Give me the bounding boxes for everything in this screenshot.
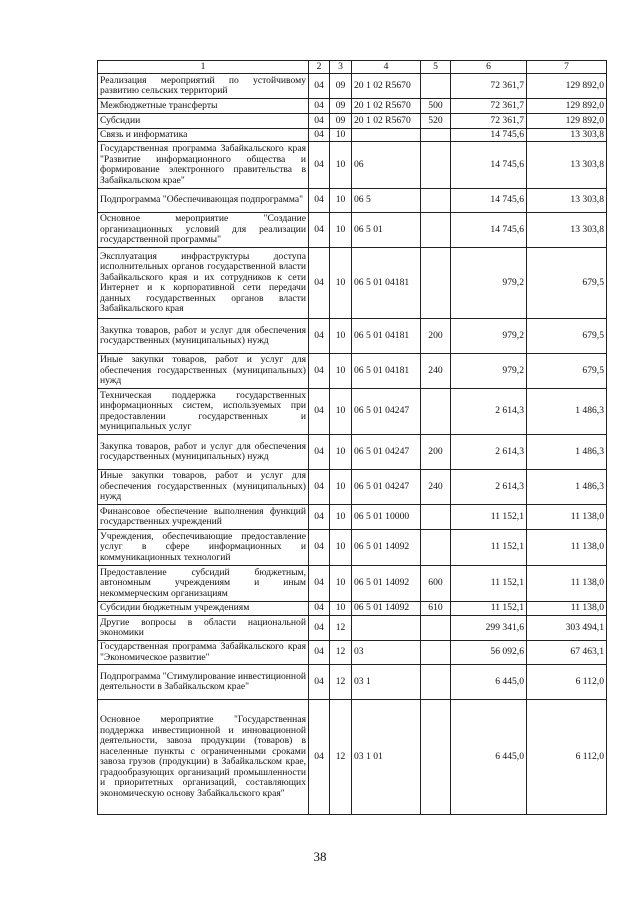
cell-target-article: 06 5 01 10000	[352, 505, 421, 530]
cell-expense-type	[421, 700, 451, 815]
cell-target-article: 06 5 01	[352, 213, 421, 248]
cell-name: Закупка товаров, работ и услуг для обеспечения государственных (муниципальных) нужд	[98, 435, 309, 470]
cell-amount-2: 6 112,0	[527, 700, 607, 815]
cell-amount-2: 1 486,3	[527, 470, 607, 505]
cell-amount-2: 11 138,0	[527, 505, 607, 530]
cell-subsection: 10	[330, 505, 352, 530]
cell-expense-type: 500	[421, 99, 451, 114]
cell-target-article	[352, 129, 421, 142]
table-row	[98, 470, 607, 505]
cell-expense-type	[421, 248, 451, 319]
cell-name: Другие вопросы в области национальной экономики	[98, 616, 309, 641]
cell-expense-type	[421, 505, 451, 530]
table-row	[98, 530, 607, 566]
cell-subsection: 10	[330, 566, 352, 602]
header-cell: 1	[98, 61, 309, 74]
header-cell: 2	[309, 61, 330, 74]
cell-section: 04	[309, 114, 330, 129]
cell-section: 04	[309, 189, 330, 213]
cell-section: 04	[309, 319, 330, 354]
cell-target-article: 06 5 01 14092	[352, 530, 421, 566]
cell-amount-2: 11 138,0	[527, 530, 607, 566]
cell-section: 04	[309, 602, 330, 616]
cell-amount-1: 6 445,0	[451, 700, 527, 815]
cell-amount-2: 11 138,0	[527, 566, 607, 602]
cell-subsection: 12	[330, 665, 352, 700]
cell-name: Государственная программа Забайкальского края "Развитие информационного общества и формирование электронного правительства в Забайкальском крае"	[98, 142, 309, 189]
cell-name: Финансовое обеспечение выполнения функций государственных учреждений	[98, 505, 309, 530]
cell-amount-1: 72 361,7	[451, 74, 527, 99]
cell-amount-2: 11 138,0	[527, 602, 607, 616]
cell-subsection: 09	[330, 74, 352, 99]
cell-section: 04	[309, 641, 330, 665]
cell-expense-type	[421, 129, 451, 142]
table-row	[98, 665, 607, 700]
cell-amount-1: 2 614,3	[451, 389, 527, 435]
cell-amount-2: 6 112,0	[527, 665, 607, 700]
cell-amount-2: 129 892,0	[527, 114, 607, 129]
cell-target-article: 20 1 02 R5670	[352, 114, 421, 129]
cell-name: Основное мероприятие "Государственная поддержка инвестиционной и инновационной деятельности, завоза продукции (товаров) в населенные пункты с ограниченными сроками завоза грузов (продукции) в Забайкальском крае, градообразующих организаций промышленности и приоритетных организаций, составляющих экономическую основу Забайкальского края"	[98, 700, 309, 815]
cell-name: Предоставление субсидий бюджетным, автономным учреждениям и иным некоммерческим организациям	[98, 566, 309, 602]
cell-expense-type: 520	[421, 114, 451, 129]
cell-amount-1: 979,2	[451, 319, 527, 354]
cell-name: Основное мероприятие "Создание организационных условий для реализации государственной программы"	[98, 213, 309, 248]
cell-expense-type: 240	[421, 354, 451, 389]
cell-amount-1: 14 745,6	[451, 142, 527, 189]
cell-section: 04	[309, 530, 330, 566]
cell-amount-1: 2 614,3	[451, 435, 527, 470]
cell-target-article: 06 5 01 04181	[352, 354, 421, 389]
table-row	[98, 616, 607, 641]
cell-expense-type	[421, 389, 451, 435]
cell-section: 04	[309, 248, 330, 319]
cell-expense-type	[421, 641, 451, 665]
table-row	[98, 319, 607, 354]
cell-amount-1: 979,2	[451, 248, 527, 319]
cell-section: 04	[309, 389, 330, 435]
cell-name: Техническая поддержка государственных информационных систем, используемых при предоставлении государственных и муниципальных услуг	[98, 389, 309, 435]
cell-target-article: 06	[352, 142, 421, 189]
cell-section: 04	[309, 74, 330, 99]
page-number: 38	[313, 849, 327, 864]
cell-amount-1: 2 614,3	[451, 470, 527, 505]
cell-section: 04	[309, 566, 330, 602]
cell-amount-1: 72 361,7	[451, 114, 527, 129]
cell-amount-1: 56 092,6	[451, 641, 527, 665]
cell-name: Учреждения, обеспечивающие предоставление услуг в сфере информационных и коммуникационных технологий	[98, 530, 309, 566]
table-row	[98, 142, 607, 189]
cell-name: Государственная программа Забайкальского края "Экономическое развитие"	[98, 641, 309, 665]
header-cell: 6	[451, 61, 527, 74]
cell-target-article: 06 5	[352, 189, 421, 213]
cell-target-article: 06 5 01 04181	[352, 248, 421, 319]
cell-subsection: 10	[330, 142, 352, 189]
cell-name: Межбюджетные трансферты	[98, 99, 309, 114]
cell-amount-2: 679,5	[527, 319, 607, 354]
cell-amount-2: 13 303,8	[527, 213, 607, 248]
cell-amount-1: 6 445,0	[451, 665, 527, 700]
header-row	[98, 61, 607, 74]
cell-target-article: 06 5 01 14092	[352, 602, 421, 616]
cell-name: Субсидии бюджетным учреждениям	[98, 602, 309, 616]
cell-amount-2: 67 463,1	[527, 641, 607, 665]
table-row	[98, 505, 607, 530]
cell-expense-type	[421, 616, 451, 641]
cell-amount-1: 299 341,6	[451, 616, 527, 641]
cell-expense-type	[421, 142, 451, 189]
cell-amount-2: 13 303,8	[527, 142, 607, 189]
cell-expense-type	[421, 189, 451, 213]
cell-target-article: 20 1 02 R5670	[352, 99, 421, 114]
cell-amount-1: 14 745,6	[451, 129, 527, 142]
cell-subsection: 10	[330, 389, 352, 435]
cell-amount-2: 679,5	[527, 354, 607, 389]
cell-section: 04	[309, 616, 330, 641]
cell-name: Подпрограмма "Стимулирование инвестиционной деятельности в Забайкальском крае"	[98, 665, 309, 700]
cell-subsection: 12	[330, 641, 352, 665]
cell-section: 04	[309, 435, 330, 470]
table-row	[98, 129, 607, 142]
cell-subsection: 10	[330, 602, 352, 616]
cell-expense-type: 600	[421, 566, 451, 602]
cell-amount-1: 979,2	[451, 354, 527, 389]
cell-name: Подпрограмма "Обеспечивающая подпрограмма"	[98, 189, 309, 213]
cell-name: Реализация мероприятий по устойчивому развитию сельских территорий	[98, 74, 309, 99]
cell-amount-1: 11 152,1	[451, 530, 527, 566]
cell-subsection: 10	[330, 470, 352, 505]
cell-section: 04	[309, 354, 330, 389]
table-row	[98, 641, 607, 665]
cell-expense-type: 610	[421, 602, 451, 616]
cell-name: Иные закупки товаров, работ и услуг для обеспечения государственных (муниципальных) нужд	[98, 354, 309, 389]
table-row	[98, 213, 607, 248]
cell-amount-1: 11 152,1	[451, 602, 527, 616]
table-row	[98, 389, 607, 435]
table-row	[98, 602, 607, 616]
cell-target-article: 06 5 01 04247	[352, 435, 421, 470]
cell-amount-2: 679,5	[527, 248, 607, 319]
cell-amount-2: 13 303,8	[527, 189, 607, 213]
cell-subsection: 10	[330, 213, 352, 248]
cell-subsection: 09	[330, 114, 352, 129]
cell-subsection: 09	[330, 99, 352, 114]
cell-expense-type	[421, 665, 451, 700]
table-row	[98, 114, 607, 129]
header-cell: 5	[421, 61, 451, 74]
cell-name: Иные закупки товаров, работ и услуг для обеспечения государственных (муниципальных) нужд	[98, 470, 309, 505]
cell-target-article: 20 1 02 R5670	[352, 74, 421, 99]
cell-target-article: 03 1 01	[352, 700, 421, 815]
table-row	[98, 435, 607, 470]
cell-amount-1: 11 152,1	[451, 505, 527, 530]
cell-section: 04	[309, 470, 330, 505]
cell-target-article: 06 5 01 14092	[352, 566, 421, 602]
cell-section: 04	[309, 142, 330, 189]
cell-target-article: 06 5 01 04247	[352, 470, 421, 505]
cell-section: 04	[309, 665, 330, 700]
cell-expense-type: 200	[421, 319, 451, 354]
cell-expense-type: 200	[421, 435, 451, 470]
cell-section: 04	[309, 129, 330, 142]
cell-name: Закупка товаров, работ и услуг для обеспечения государственных (муниципальных) нужд	[98, 319, 309, 354]
table-row	[98, 248, 607, 319]
cell-subsection: 10	[330, 248, 352, 319]
cell-expense-type	[421, 213, 451, 248]
table-row	[98, 99, 607, 114]
budget-table	[97, 60, 607, 815]
table-row	[98, 74, 607, 99]
cell-subsection: 10	[330, 319, 352, 354]
table-body	[98, 74, 607, 815]
cell-amount-2: 129 892,0	[527, 99, 607, 114]
cell-name: Субсидии	[98, 114, 309, 129]
cell-amount-1: 14 745,6	[451, 213, 527, 248]
cell-subsection: 12	[330, 700, 352, 815]
header-cell: 4	[352, 61, 421, 74]
cell-subsection: 10	[330, 129, 352, 142]
header-cell: 3	[330, 61, 352, 74]
cell-target-article: 03 1	[352, 665, 421, 700]
cell-subsection: 10	[330, 189, 352, 213]
cell-amount-1: 14 745,6	[451, 189, 527, 213]
cell-amount-2: 1 486,3	[527, 435, 607, 470]
cell-name: Эксплуатация инфраструктуры доступа исполнительных органов государственной власти Забайкальского края и их сотрудников к сети Интернет и к корпоративной сети передачи данных государственных органов власти Забайкальского края	[98, 248, 309, 319]
cell-expense-type	[421, 74, 451, 99]
cell-subsection: 10	[330, 354, 352, 389]
cell-amount-2: 129 892,0	[527, 74, 607, 99]
cell-subsection: 10	[330, 530, 352, 566]
cell-target-article: 06 5 01 04247	[352, 389, 421, 435]
table-row	[98, 354, 607, 389]
cell-name: Связь и информатика	[98, 129, 309, 142]
table-row	[98, 700, 607, 815]
table-row	[98, 189, 607, 213]
cell-target-article	[352, 616, 421, 641]
cell-amount-2: 303 494,1	[527, 616, 607, 641]
cell-amount-2: 1 486,3	[527, 389, 607, 435]
cell-section: 04	[309, 99, 330, 114]
cell-section: 04	[309, 213, 330, 248]
cell-target-article: 03	[352, 641, 421, 665]
cell-amount-1: 11 152,1	[451, 566, 527, 602]
cell-amount-2: 13 303,8	[527, 129, 607, 142]
cell-expense-type	[421, 530, 451, 566]
cell-expense-type: 240	[421, 470, 451, 505]
cell-target-article: 06 5 01 04181	[352, 319, 421, 354]
table-row	[98, 566, 607, 602]
header-cell: 7	[527, 61, 607, 74]
cell-subsection: 10	[330, 435, 352, 470]
cell-amount-1: 72 361,7	[451, 99, 527, 114]
cell-section: 04	[309, 700, 330, 815]
cell-subsection: 12	[330, 616, 352, 641]
cell-section: 04	[309, 505, 330, 530]
